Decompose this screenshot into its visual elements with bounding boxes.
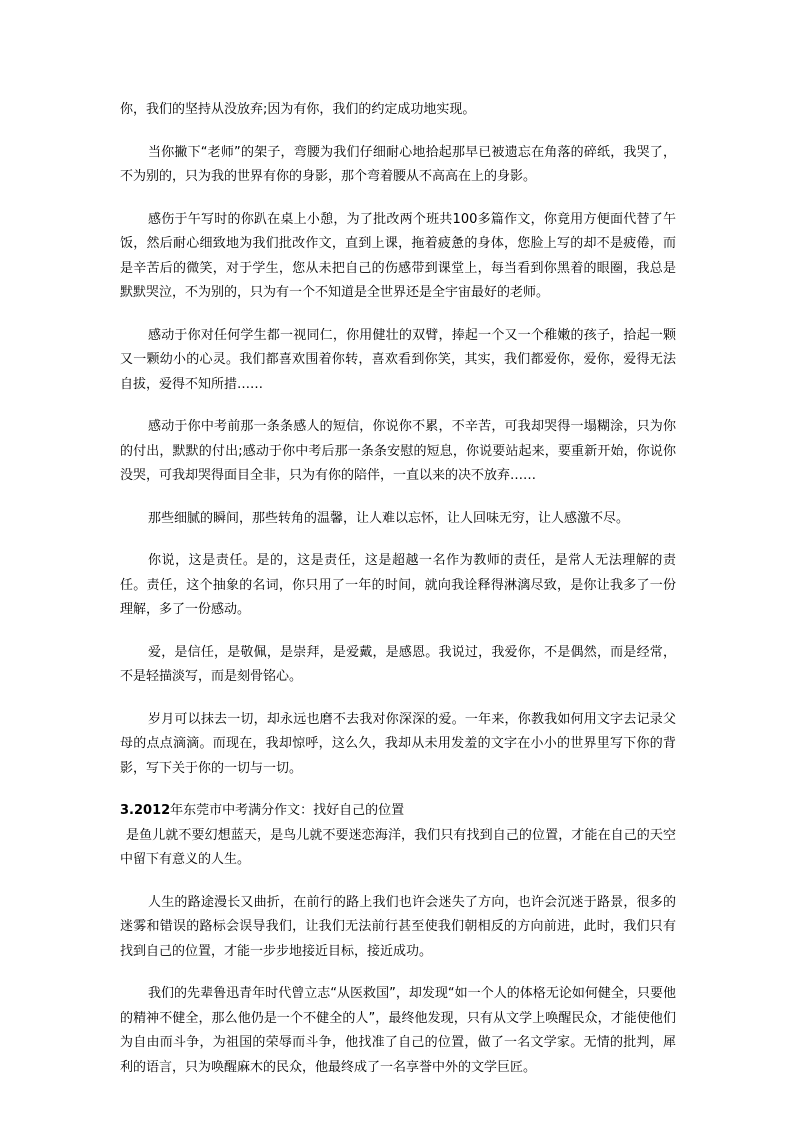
- section-number: 3.2012: [120, 803, 171, 818]
- document-body: [120, 98, 676, 1080]
- paragraph-5: 感动于你中考前那一条条感人的短信，你说你不累，不辛苦，可我却哭得一塌糊涂，只为你的付出，默默的付出;感动于你中考后那一条条安慰的短息，你说要站起来，要重新开始，你说你没哭，可我却哭得面目全非，只为有你的陪伴，一直以来的决不放弃……: [120, 419, 676, 483]
- paragraph-1: 你，我们的坚持从没放弃;因为有你，我们的约定成功地实现。: [120, 102, 476, 117]
- paragraph-9: 岁月可以抹去一切，却永远也磨不去我对你深深的爱。一年来，你教我如何用文字去记录父母的点点滴滴。而现在，我却惊呼，这么久，我却从未用发羞的文字在小小的世界里写下你的背影，写下关于你的一切与一切。: [120, 711, 676, 776]
- paragraph-4: 感动于你对任何学生都一视同仁，你用健壮的双臂，捧起一个又一个稚嫩的孩子，拾起一颗又一颗幼小的心灵。我们都喜欢围着你转，喜欢看到你笑，其实，我们都爱你，爱你，爱得无法自拔，爱得不知所措……: [120, 327, 676, 392]
- section-paragraph-2: 人生的路途漫长又曲折，在前行的路上我们也许会迷失了方向，也许会沉迷于路景，很多的迷雾和错误的路标会误导我们，让我们无法前行甚至使我们朝相反的方向前进，此时，我们只有找到自己的位置，才能一步步地接近目标，接近成功。: [120, 894, 676, 959]
- paragraph-7: 你说，这是责任。是的，这是责任，这是超越一名作为教师的责任，是常人无法理解的责任。责任，这个抽象的名词，你只用了一年的时间，就向我诠释得淋漓尽致，是你让我多了一份理解，多了一份感动。: [120, 553, 676, 617]
- section-paragraph-1: 是鱼儿就不要幻想蓝天，是鸟儿就不要迷恋海洋，我们只有找到自己的位置，才能在自己的天空中留下有意义的人生。: [120, 827, 676, 867]
- section-paragraph-3: 我们的先辈鲁迅青年时代曾立志“从医救国”，却发现“如一个人的体格无论如何健全，只要他的精神不健全，那么他仍是一个不健全的人”，最终他发现，只有从文学上唤醒民众，才能使他们为自由而斗争，为祖国的荣辱而斗争，他找准了自己的位置，做了一名文学家。无情的批判，犀利的语言，只为唤醒麻木的民众，他最终成了一名享誉中外的文学巨匠。: [120, 986, 676, 1075]
- paragraph-6: 那些细腻的瞬间，那些转角的温馨，让人难以忘怀，让人回味无穷，让人感激不尽。: [148, 510, 630, 526]
- paragraph-3: 感伤于午写时的你趴在桌上小憩，为了批改两个班共100多篇作文，你竟用方便面代替了午饭，然后耐心细致地为我们批改作文，直到上课，拖着疲惫的身体，您脸上写的却不是疲倦，而是辛苦后的微笑，对于学生，您从未把自己的伤感带到课堂上，每当看到你黑着的眼圈，我总是默默哭泣，不为别的，只为有一个不知道是全世界还是全宇宙最好的老师。: [120, 211, 676, 300]
- paragraph-8: 爱，是信任，是敬佩，是崇拜，是爱戴，是感恩。我说过，我爱你，不是偶然，而是经常，不是轻描淡写，而是刻骨铭心。: [120, 644, 676, 684]
- section-heading: [120, 799, 676, 824]
- section-title: 年东莞市中考满分作文：找好自己的位置: [170, 803, 405, 818]
- paragraph-2: 当你撇下“老师”的架子，弯腰为我们仔细耐心地拾起那早已被遗忘在角落的碎纸，我哭了，不为别的，只为我的世界有你的身影，那个弯着腰从不高高在上的身影。: [120, 144, 676, 184]
